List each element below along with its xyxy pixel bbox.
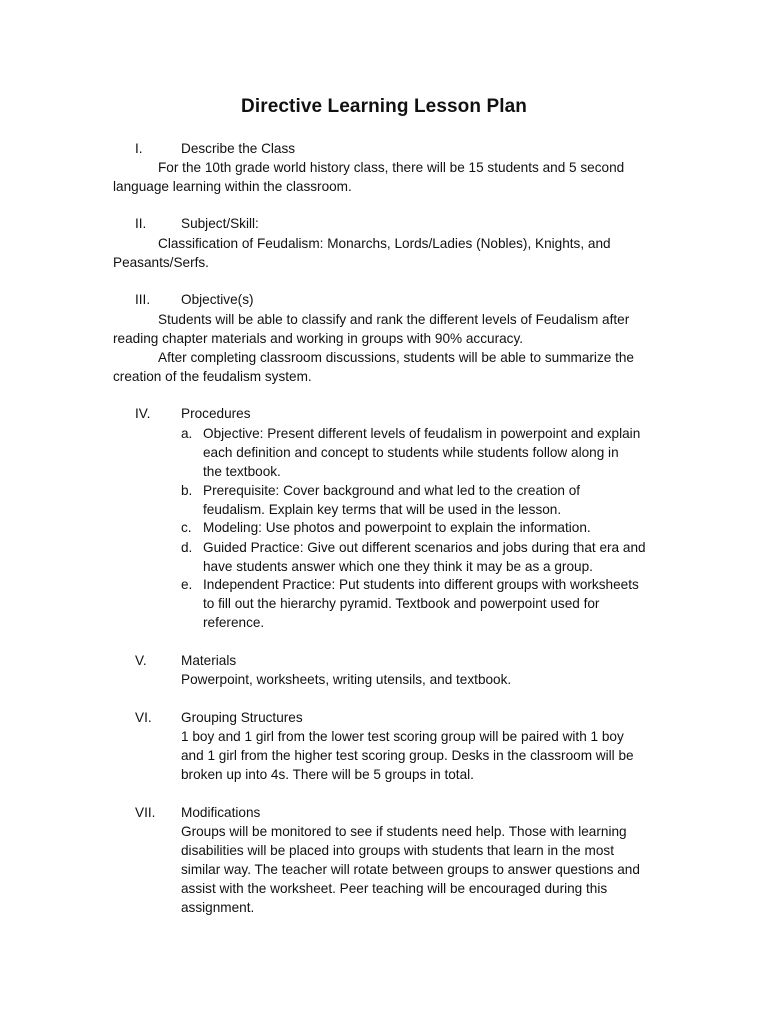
section-text-line: assignment. bbox=[181, 900, 255, 915]
procedure-text-line: each definition and concept to students while students follow along in bbox=[203, 445, 619, 460]
procedure-text-line: reference. bbox=[203, 615, 265, 630]
section-text-line: Groups will be monitored to see if students need help. Those with learning bbox=[181, 824, 627, 839]
procedure-text-line: Objective: Present different levels of feudalism in powerpoint and explain bbox=[203, 426, 641, 441]
section-heading: Subject/Skill: bbox=[181, 216, 259, 231]
procedure-text-line: to fill out the hierarchy pyramid. Textbook and powerpoint used for bbox=[203, 596, 600, 611]
page-title: Directive Learning Lesson Plan bbox=[241, 96, 527, 117]
section-heading: Objective(s) bbox=[181, 292, 254, 307]
procedure-letter: a. bbox=[181, 426, 193, 441]
procedure-text-line: Modeling: Use photos and powerpoint to explain the information. bbox=[203, 520, 591, 535]
procedure-letter: d. bbox=[181, 540, 193, 555]
section-text-line: creation of the feudalism system. bbox=[113, 369, 312, 384]
section-text-line: After completing classroom discussions, students will be able to summarize the bbox=[158, 350, 634, 365]
section-numeral: II. bbox=[135, 216, 147, 231]
section-text-line: and 1 girl from the higher test scoring group. Desks in the classroom will be bbox=[181, 748, 634, 763]
section-numeral: V. bbox=[135, 653, 147, 668]
section-heading: Grouping Structures bbox=[181, 710, 303, 725]
section-text-line: Classification of Feudalism: Monarchs, Lords/Ladies (Nobles), Knights, and bbox=[158, 236, 611, 251]
procedure-text-line: Guided Practice: Give out different scenarios and jobs during that era and bbox=[203, 540, 646, 555]
procedure-letter: e. bbox=[181, 577, 193, 592]
procedure-text-line: the textbook. bbox=[203, 464, 281, 479]
section-heading: Modifications bbox=[181, 805, 261, 820]
procedure-text-line: Prerequisite: Cover background and what led to the creation of bbox=[203, 483, 581, 498]
section-text-line: 1 boy and 1 girl from the lower test scoring group will be paired with 1 boy bbox=[181, 729, 624, 744]
section-text-line: reading chapter materials and working in groups with 90% accuracy. bbox=[113, 331, 524, 346]
section-numeral: VI. bbox=[135, 710, 152, 725]
section-numeral: I. bbox=[135, 141, 143, 156]
procedure-text-line: feudalism. Explain key terms that will be used in the lesson. bbox=[203, 502, 562, 517]
section-heading: Materials bbox=[181, 653, 237, 668]
section-text-line: similar way. The teacher will rotate between groups to answer questions and bbox=[181, 862, 640, 877]
section-text-line: For the 10th grade world history class, there will be 15 students and 5 second bbox=[158, 160, 625, 175]
procedure-letter: c. bbox=[181, 520, 192, 535]
section-text-line: language learning within the classroom. bbox=[113, 179, 352, 194]
section-text-line: Students will be able to classify and rank the different levels of Feudalism after bbox=[158, 312, 630, 327]
section-heading: Describe the Class bbox=[181, 141, 296, 156]
section-text-line: disabilities will be placed into groups with students that learn in the most bbox=[181, 843, 614, 858]
section-numeral: III. bbox=[135, 292, 151, 307]
procedure-text-line: Independent Practice: Put students into different groups with worksheets bbox=[203, 577, 639, 592]
procedure-letter: b. bbox=[181, 483, 193, 498]
section-text-line: Peasants/Serfs. bbox=[113, 255, 209, 270]
section-text-line: Powerpoint, worksheets, writing utensils, and textbook. bbox=[181, 672, 512, 687]
procedure-text-line: have students answer which one they think it may be as a group. bbox=[203, 559, 593, 574]
section-text-line: assist with the worksheet. Peer teaching will be encouraged during this bbox=[181, 881, 608, 896]
section-text-line: broken up into 4s. There will be 5 groups in total. bbox=[181, 767, 474, 782]
section-numeral: IV. bbox=[135, 406, 151, 421]
section-numeral: VII. bbox=[135, 805, 156, 820]
section-heading: Procedures bbox=[181, 406, 251, 421]
